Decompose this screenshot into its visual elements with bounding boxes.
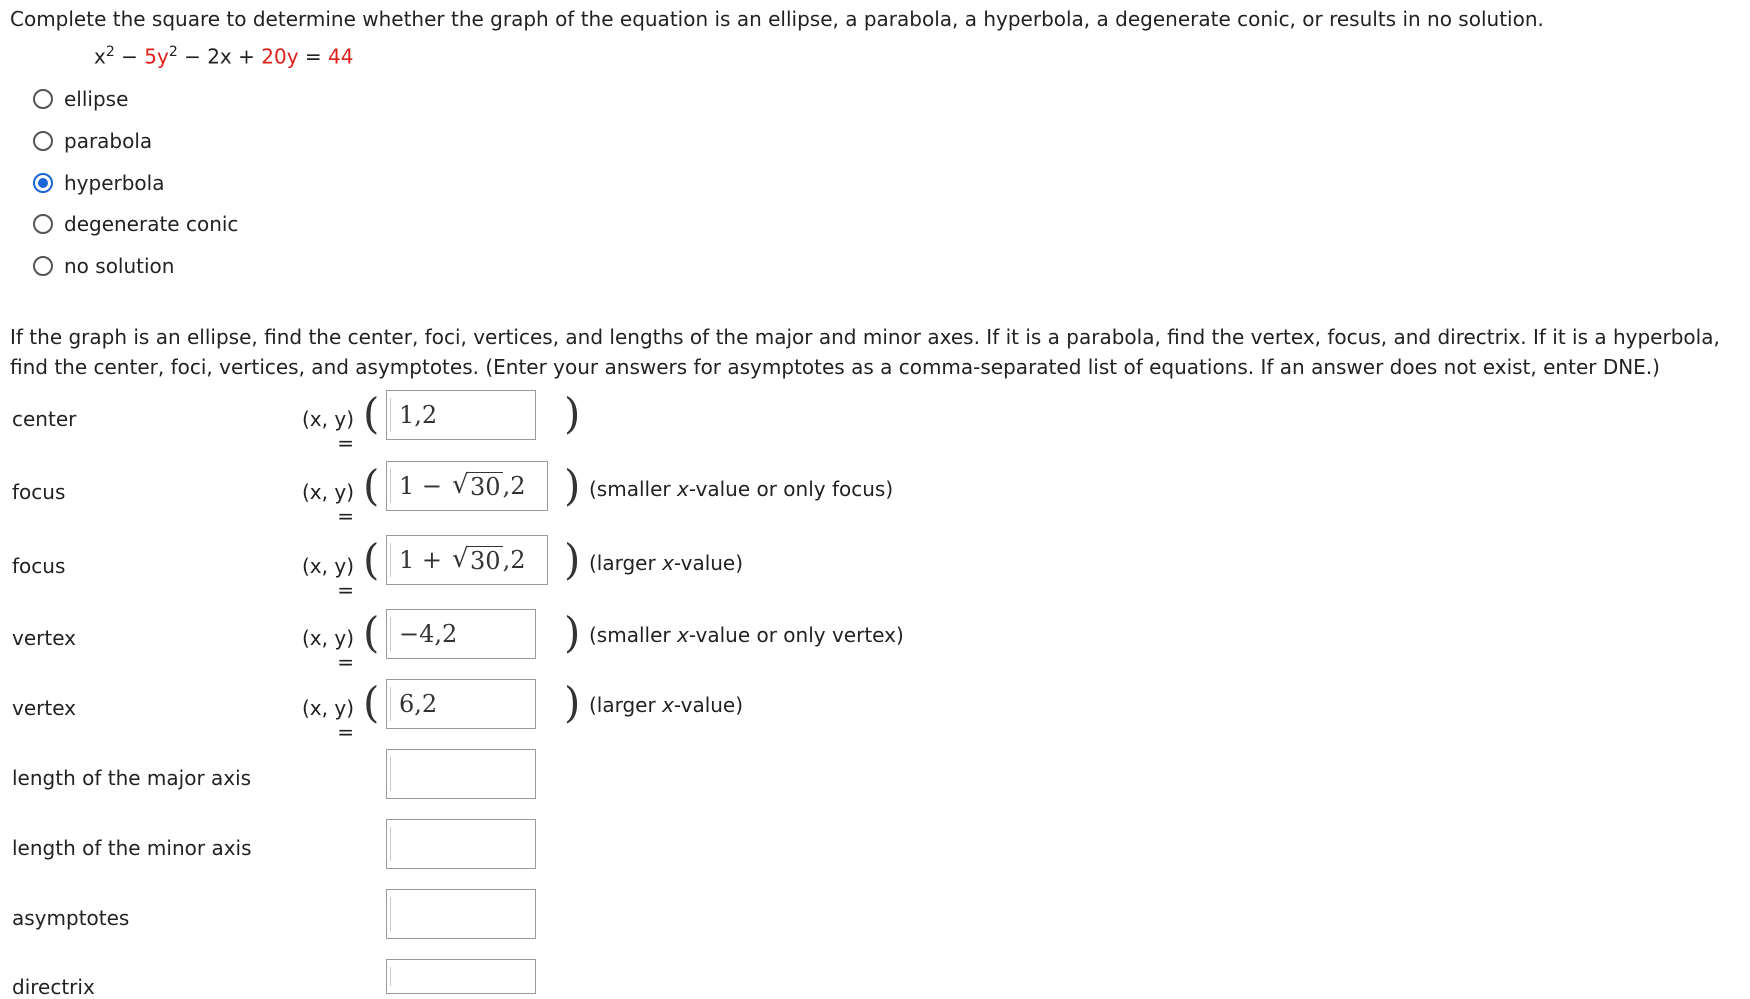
vertex-2-input[interactable] [386, 679, 536, 729]
label-center: center [12, 407, 77, 431]
close-paren: ) [564, 389, 581, 438]
note-var: x [676, 477, 689, 501]
equation-x-lin: − 2x + [177, 44, 262, 69]
option-label: hyperbola [64, 171, 165, 195]
vertex-1-input[interactable] [386, 609, 536, 659]
open-paren: ( [363, 535, 380, 584]
close-paren: ) [564, 608, 581, 657]
directrix-input[interactable] [386, 959, 536, 994]
option-label: no solution [64, 254, 175, 278]
note-vertex-1 [589, 623, 904, 647]
vertex-2-value: 6,2 [399, 690, 438, 718]
focus-2-input[interactable] [386, 535, 548, 585]
radical-icon: √ [452, 469, 469, 500]
note-focus-2 [589, 551, 743, 575]
xy-label: (x, y) = [302, 480, 354, 528]
equation-y-lin: 20y [261, 44, 299, 69]
note-post: -value) [673, 693, 744, 717]
note-vertex-2 [589, 693, 743, 717]
focus-1-root: 30 [470, 472, 501, 501]
note-var: x [662, 693, 674, 717]
equation-y2-coef: 5y [144, 44, 169, 69]
equation-y-exp: 2 [168, 44, 178, 60]
label-major-axis: length of the major axis [12, 766, 252, 790]
xy-label: (x, y) = [302, 554, 354, 602]
open-paren: ( [363, 461, 380, 510]
focus-1-input[interactable] [386, 461, 548, 511]
equation-x: x [94, 44, 106, 69]
focus-1-post: ,2 [502, 472, 526, 500]
equation [94, 44, 353, 69]
note-var: x [662, 551, 674, 575]
center-input[interactable] [386, 390, 536, 440]
note-pre: (larger [589, 693, 663, 717]
xy-label: (x, y) = [302, 696, 354, 744]
note-post: -value or only vertex) [688, 623, 904, 647]
note-pre: (smaller [589, 477, 677, 501]
focus-2-root: 30 [470, 546, 501, 575]
equation-x-exp: 2 [105, 44, 115, 60]
close-paren: ) [564, 678, 581, 727]
xy-label: (x, y) = [302, 626, 354, 674]
equation-rhs: 44 [328, 44, 354, 69]
option-label: degenerate conic [64, 212, 239, 236]
note-pre: (larger [589, 551, 663, 575]
asymptotes-input[interactable] [386, 889, 536, 939]
radio-hyperbola[interactable] [33, 173, 53, 193]
question-text: If the graph is an ellipse, find the center, foci, vertices, and lengths of the major and minor axes. If it is a parabola, find the vertex, focus, and directrix. If it is a hyperbola, find the center, foci, vertices, and asymptotes. (Enter your answers for asymptotes as a comma-separated list of equations. If an answer does not exist, enter DNE.) [10, 325, 1720, 379]
note-post: -value) [673, 551, 744, 575]
center-value: 1,2 [399, 401, 438, 429]
note-var: x [676, 623, 689, 647]
label-asymptotes: asymptotes [12, 906, 130, 930]
label-directrix: directrix [12, 975, 95, 999]
focus-2-pre: 1 + [399, 546, 443, 574]
label-focus-2: focus [12, 554, 66, 578]
close-paren: ) [564, 535, 581, 584]
open-paren: ( [363, 608, 380, 657]
label-focus-1: focus [12, 480, 66, 504]
radio-parabola[interactable] [33, 131, 53, 151]
note-post: -value or only focus) [688, 477, 894, 501]
vertex-1-value: −4,2 [399, 620, 458, 648]
equation-equals: = [298, 44, 329, 69]
option-parabola[interactable] [33, 129, 152, 153]
minor-axis-input[interactable] [386, 819, 536, 869]
radio-ellipse[interactable] [33, 89, 53, 109]
radical-icon: √ [452, 543, 469, 574]
label-minor-axis: length of the minor axis [12, 836, 252, 860]
xy-label: (x, y) = [302, 407, 354, 455]
open-paren: ( [363, 678, 380, 727]
option-hyperbola[interactable] [33, 171, 164, 195]
equation-minus: − [114, 44, 145, 69]
option-degenerate-conic[interactable] [33, 212, 238, 236]
sqrt [452, 469, 503, 501]
instruction-text: Complete the square to determine whether the graph of the equation is an ellipse, a parabola, a hyperbola, a degenerate conic, or results in no solution. [10, 7, 1544, 31]
option-label: parabola [64, 129, 153, 153]
radio-degenerate-conic[interactable] [33, 214, 53, 234]
radio-no-solution[interactable] [33, 256, 53, 276]
option-label: ellipse [64, 87, 129, 111]
sqrt [452, 543, 503, 575]
note-focus-1 [589, 477, 893, 501]
label-vertex-2: vertex [12, 696, 76, 720]
focus-1-pre: 1 − [399, 472, 443, 500]
option-ellipse[interactable] [33, 87, 128, 111]
focus-2-post: ,2 [502, 546, 526, 574]
open-paren: ( [363, 389, 380, 438]
option-no-solution[interactable] [33, 254, 174, 278]
close-paren: ) [564, 461, 581, 510]
major-axis-input[interactable] [386, 749, 536, 799]
note-pre: (smaller [589, 623, 677, 647]
label-vertex-1: vertex [12, 626, 76, 650]
